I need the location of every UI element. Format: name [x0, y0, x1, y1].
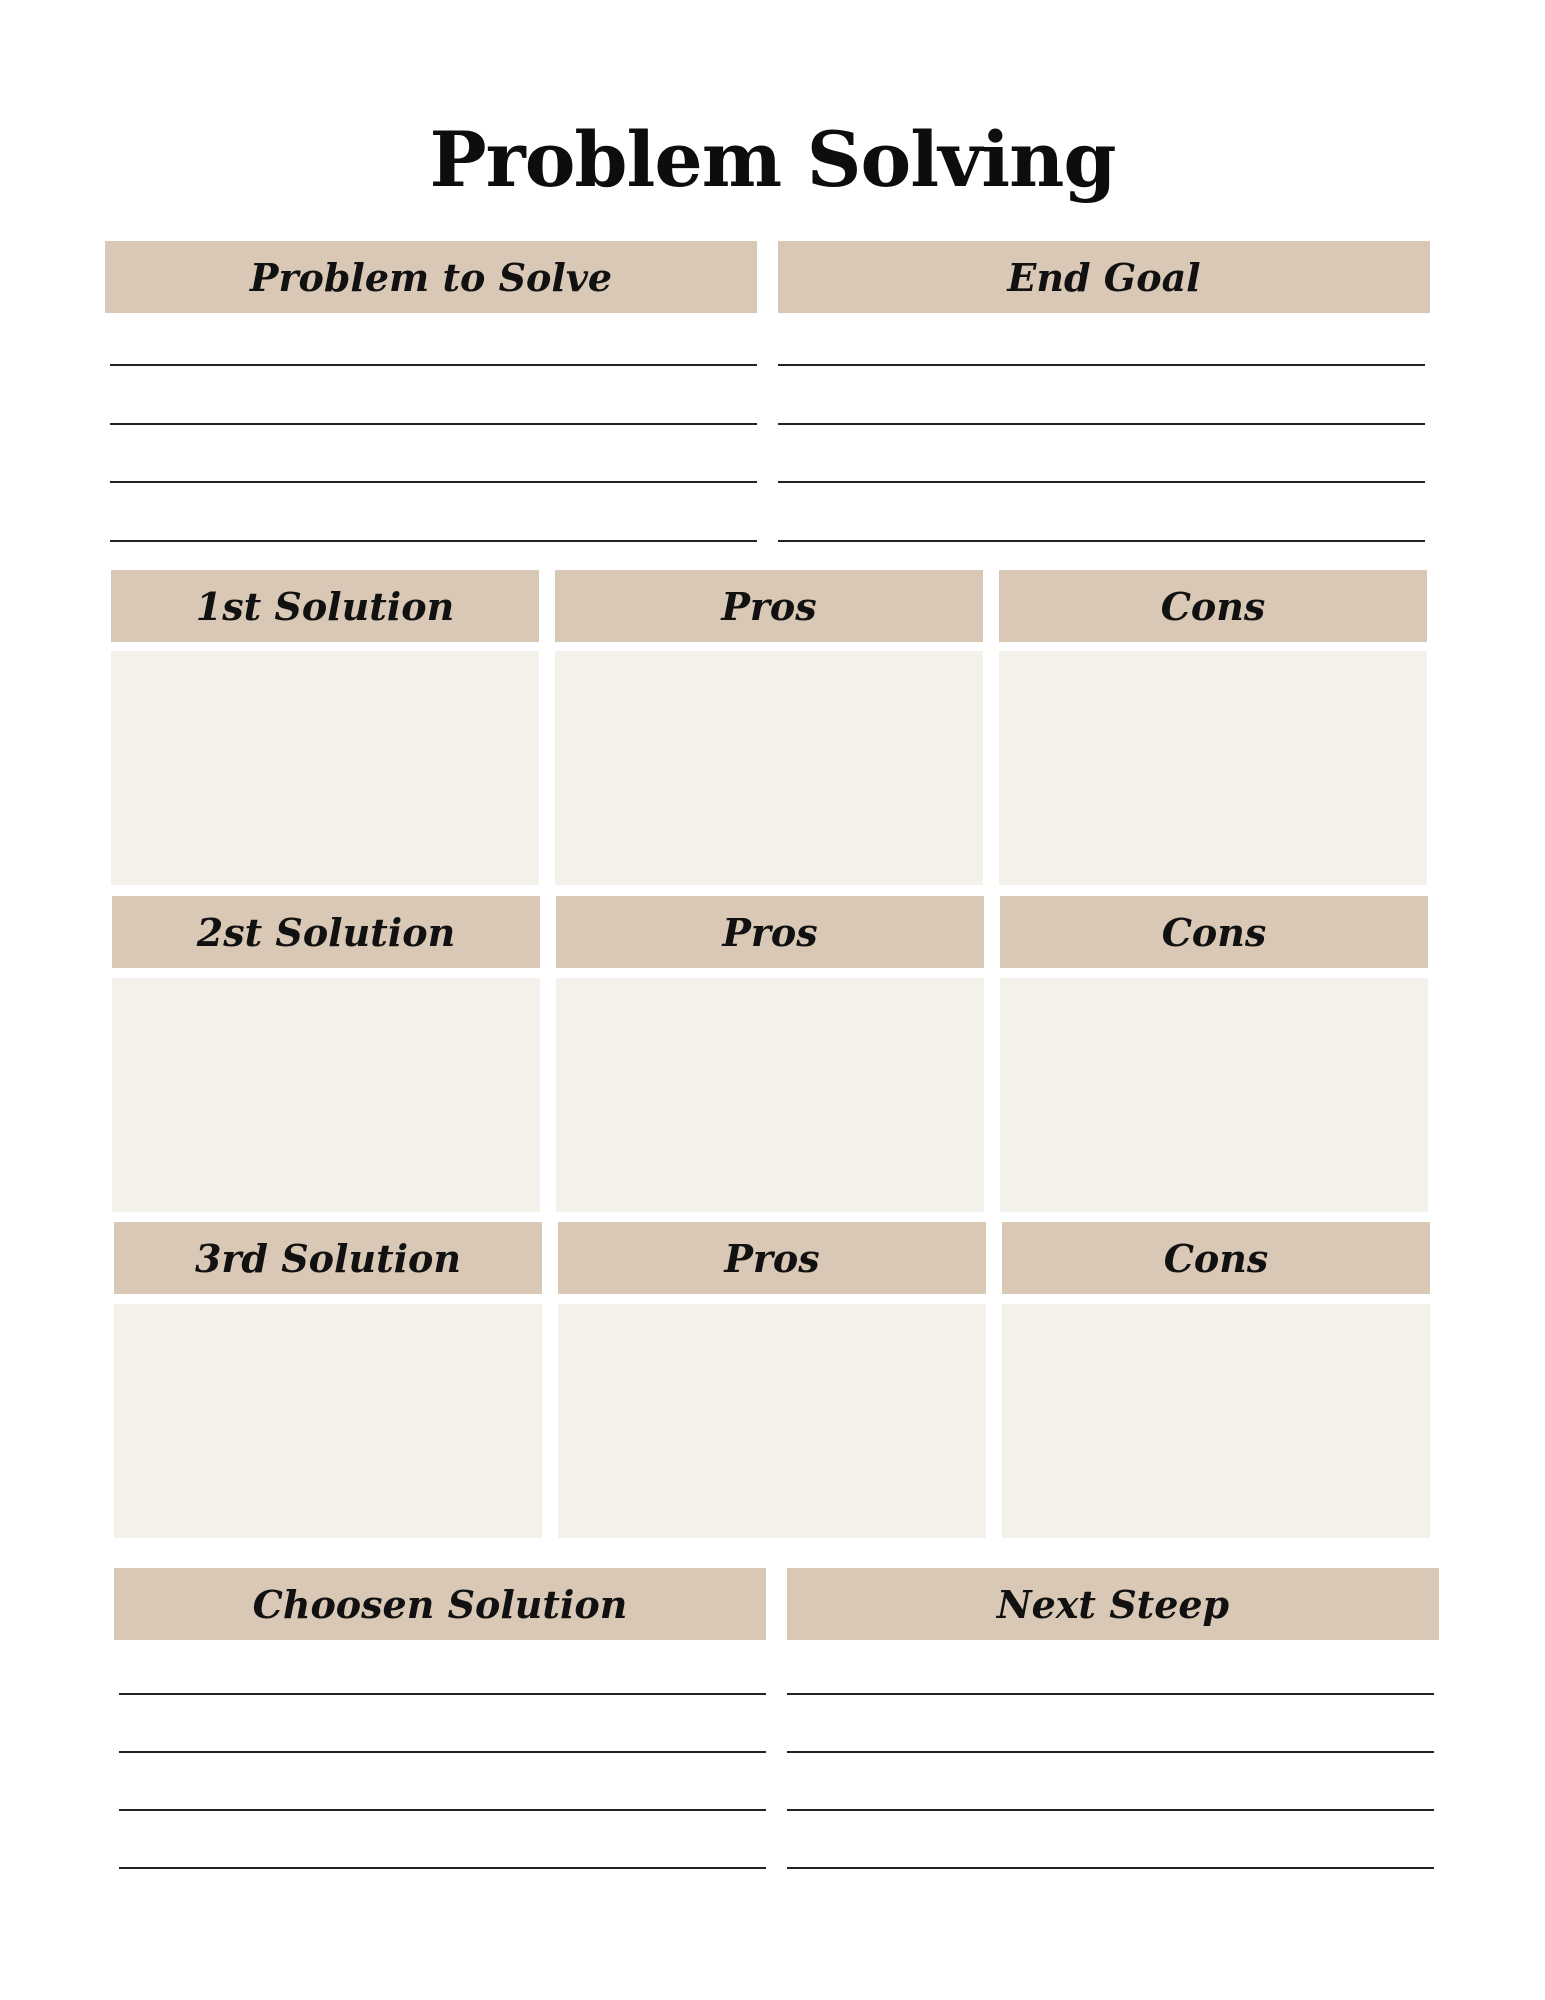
- writing-line[interactable]: [110, 364, 757, 366]
- problem-to-solve-header: Problem to Solve: [105, 241, 757, 313]
- writing-line[interactable]: [787, 1751, 1434, 1753]
- writing-line[interactable]: [787, 1867, 1434, 1869]
- solution-1-header: 1st Solution: [111, 570, 539, 642]
- writing-line[interactable]: [778, 540, 1425, 542]
- solution-2-cons-header: Cons: [1000, 896, 1428, 968]
- next-step-header: Next Steep: [787, 1568, 1439, 1640]
- writing-line[interactable]: [778, 364, 1425, 366]
- solution-3-cons-box[interactable]: [1002, 1304, 1430, 1538]
- solution-3-cons-header: Cons: [1002, 1222, 1430, 1294]
- solution-3-pros-box[interactable]: [558, 1304, 986, 1538]
- writing-line[interactable]: [778, 481, 1425, 483]
- solution-3-pros-header: Pros: [558, 1222, 986, 1294]
- solution-3-box[interactable]: [114, 1304, 542, 1538]
- writing-line[interactable]: [787, 1809, 1434, 1811]
- writing-line[interactable]: [110, 540, 757, 542]
- solution-1-cons-header: Cons: [999, 570, 1427, 642]
- writing-line[interactable]: [778, 423, 1425, 425]
- end-goal-header: End Goal: [778, 241, 1430, 313]
- solution-1-cons-box[interactable]: [999, 651, 1427, 885]
- solution-2-cons-box[interactable]: [1000, 978, 1428, 1212]
- chosen-solution-header: Choosen Solution: [114, 1568, 766, 1640]
- solution-3-header: 3rd Solution: [114, 1222, 542, 1294]
- writing-line[interactable]: [119, 1693, 766, 1695]
- writing-line[interactable]: [119, 1809, 766, 1811]
- solution-1-pros-box[interactable]: [555, 651, 983, 885]
- solution-1-box[interactable]: [111, 651, 539, 885]
- page-title: Problem Solving: [429, 115, 1116, 204]
- writing-line[interactable]: [110, 423, 757, 425]
- writing-line[interactable]: [110, 481, 757, 483]
- solution-2-header: 2st Solution: [112, 896, 540, 968]
- solution-2-pros-box[interactable]: [556, 978, 984, 1212]
- solution-1-pros-header: Pros: [555, 570, 983, 642]
- solution-2-pros-header: Pros: [556, 896, 984, 968]
- writing-line[interactable]: [119, 1751, 766, 1753]
- solution-2-box[interactable]: [112, 978, 540, 1212]
- writing-line[interactable]: [119, 1867, 766, 1869]
- writing-line[interactable]: [787, 1693, 1434, 1695]
